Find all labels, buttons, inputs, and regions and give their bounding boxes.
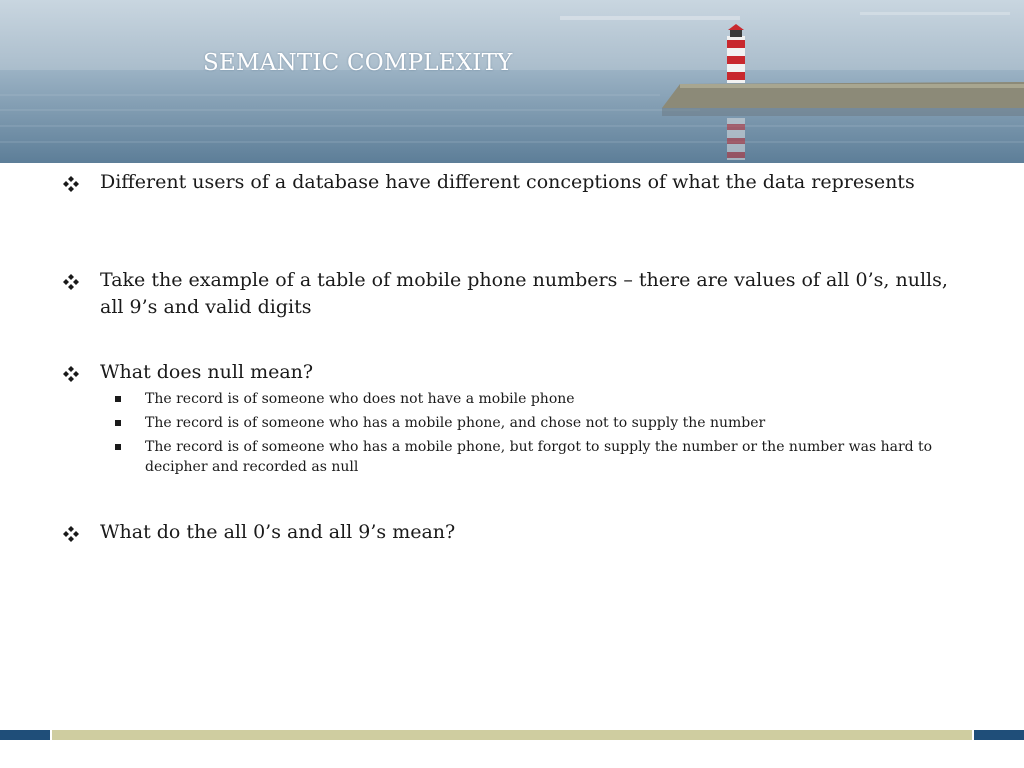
sub-bullet-text: The record is of someone who does not have a mobile phone bbox=[145, 391, 575, 407]
bullet-list bbox=[62, 169, 962, 546]
bullet-text: What does null mean? bbox=[100, 361, 314, 383]
diamond-bullet-icon bbox=[62, 365, 80, 383]
square-bullet-icon bbox=[115, 444, 121, 450]
footer-bar-middle bbox=[52, 730, 972, 740]
square-bullet-icon bbox=[115, 396, 121, 402]
square-bullet-icon bbox=[115, 420, 121, 426]
bullet-item bbox=[62, 267, 962, 321]
diamond-bullet-icon bbox=[62, 525, 80, 543]
bullet-item bbox=[62, 359, 962, 477]
sub-bullet-text: The record is of someone who has a mobile phone, and chose not to supply the number bbox=[145, 415, 766, 431]
bullet-text: Different users of a database have different conceptions of what the data represents bbox=[100, 171, 915, 193]
diamond-bullet-icon bbox=[62, 175, 80, 193]
diamond-bullet-icon bbox=[62, 273, 80, 291]
sub-bullet-item bbox=[145, 413, 962, 433]
bullet-item bbox=[62, 169, 962, 196]
sub-bullet-text: The record is of someone who has a mobile phone, but forgot to supply the number or the number was hard to decipher and recorded as null bbox=[145, 439, 933, 475]
footer-bar-left bbox=[0, 730, 50, 740]
sub-bullet-item bbox=[145, 437, 962, 477]
slide-title: SEMANTIC COMPLEXITY bbox=[203, 50, 513, 76]
footer-bar bbox=[0, 730, 1024, 740]
sub-bullet-list bbox=[100, 389, 962, 477]
footer-bar-right bbox=[974, 730, 1024, 740]
header-banner bbox=[0, 0, 1024, 163]
bullet-text: Take the example of a table of mobile phone numbers – there are values of all 0’s, nulls, all 9’s and valid digits bbox=[100, 269, 948, 318]
sub-bullet-item bbox=[145, 389, 962, 409]
bullet-item bbox=[62, 519, 962, 546]
bullet-text: What do the all 0’s and all 9’s mean? bbox=[100, 521, 456, 543]
sea-lighthouse-image bbox=[0, 0, 1024, 163]
